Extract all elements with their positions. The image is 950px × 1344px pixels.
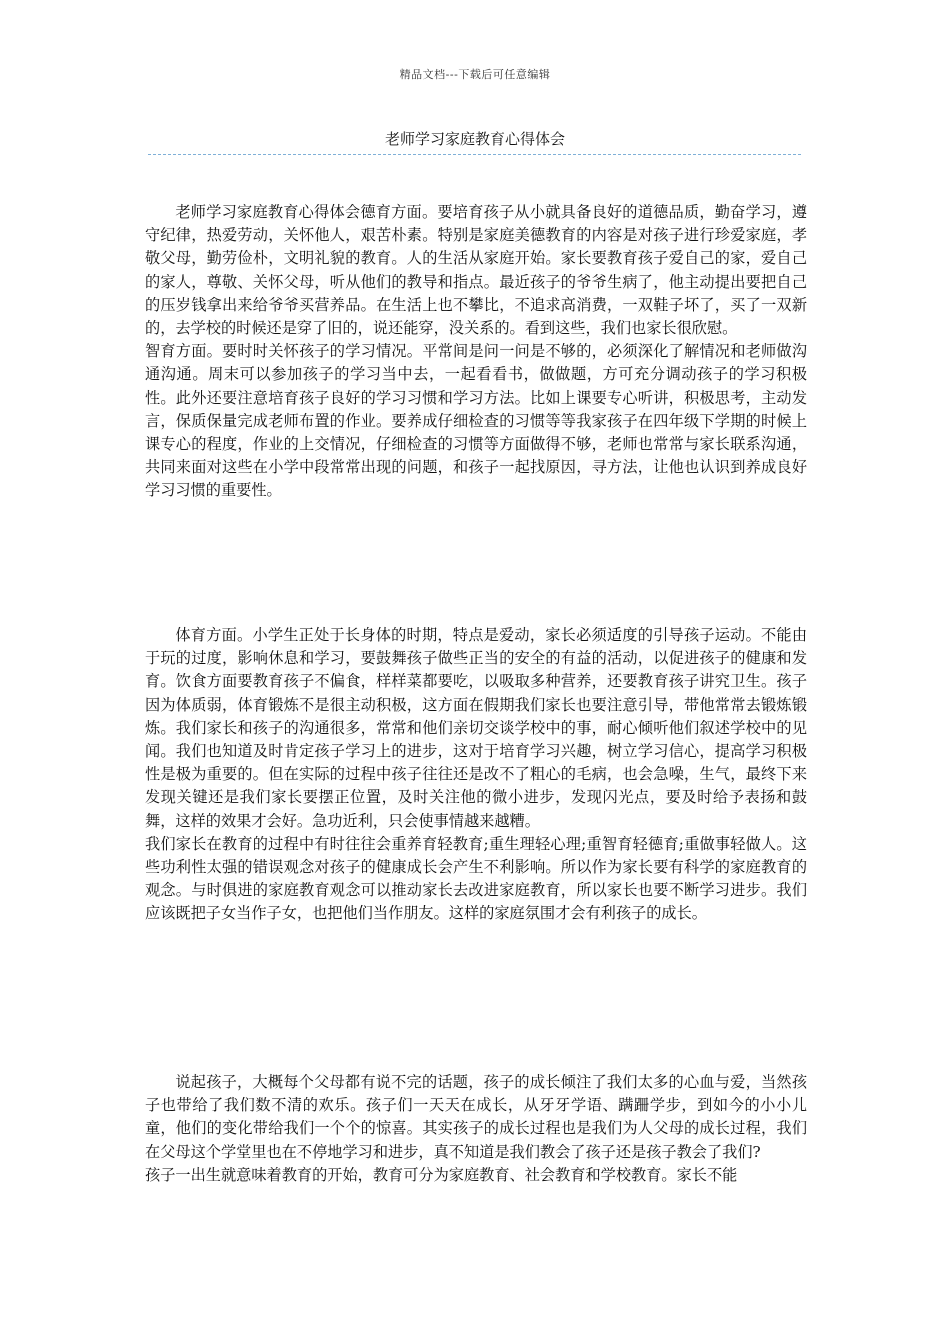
- paragraph-intellectual-education: 智育方面。要时时关怀孩子的学习情况。平常间是问一问是不够的，必须深化了解情况和老师做沟通沟通。周末可以参加孩子的学习当中去，一起看看书，做做题，方可充分调动孩子的学习积极性。此外还要注意培育孩子良好的学习习惯和学习方法。比如上课要专心听讲，积极思考，主动发言，保质保量完成老师布置的作业。要养成仔细检查的习惯等等我家孩子在四年级下学期的时候上课专心的程度，作业的上交情况，仔细检查的习惯等方面做得不够，老师也常常与家长联系沟通，共同来面对这些在小学中段常常出现的问题，和孩子一起找原因，寻方法，让他也认识到养成良好学习习惯的重要性。: [145, 342, 807, 500]
- paragraph-education-start: 孩子一出生就意味着教育的开始，教育可分为家庭教育、社会教育和学校教育。家长不能: [145, 1165, 738, 1184]
- paragraph-education-concepts: 我们家长在教育的过程中有时往往会重养育轻教育;重生理轻心理;重智育轻德育;重做事轻做人。这些功利性太强的错误观念对孩子的健康成长会产生不利影响。所以作为家长要有科学的家庭教育的观念。与时俱进的家庭教育观念可以推动家长去改进家庭教育，所以家长也要不断学习进步。我们应该既把子女当作子女，也把他们当作朋友。这样的家庭氛围才会有利孩子的成长。: [145, 834, 807, 923]
- text-block-2: [145, 624, 807, 926]
- text-block-1: [145, 201, 807, 503]
- paragraph-physical-education: 体育方面。小学生正处于长身体的时期，特点是爱动，家长必须适度的引导孩子运动。不能由于玩的过度，影响休息和学习，要鼓舞孩子做些正当的安全的有益的活动，以促进孩子的健康和发育。饮食方面要教育孩子不偏食，样样菜都要吃，以吸取多种营养，还要教育孩子讲究卫生。孩子因为体质弱，体育锻炼不是很主动积极，这方面在假期我们家长也要注意引导，带他常常去锻炼锻炼。我们家长和孩子的沟通很多，常常和他们亲切交谈学校中的事，耐心倾听他们叙述学校中的见闻。我们也知道及时肯定孩子学习上的进步，这对于培育学习兴趣，树立学习信心，提高学习积极性是极为重要的。但在实际的过程中孩子往往还是改不了粗心的毛病，也会急噪，生气，最终下来发现关键还是我们家长要摆正位置，及时关注他的微小进步，发现闪光点，要及时给予表扬和鼓舞，这样的效果才会好。急功近利，只会使事情越来越糟。: [145, 626, 807, 830]
- title-divider: [148, 154, 801, 155]
- paragraph-child-growth: 说起孩子，大概每个父母都有说不完的话题，孩子的成长倾注了我们太多的心血与爱，当然孩子也带给了我们数不清的欢乐。孩子们一天天在成长，从牙牙学语、蹒跚学步，到如今的小小儿童，他们的变化带给我们一个个的惊喜。其实孩子的成长过程也是我们为人父母的成长过程，我们在父母这个学堂里也在不停地学习和进步，真不知道是我们教会了孩子还是孩子教会了我们?: [145, 1073, 807, 1161]
- header-note: 精品文档---下载后可任意编辑: [399, 68, 551, 81]
- document-title: 老师学习家庭教育心得体会: [384, 130, 565, 148]
- text-block-3: [145, 1071, 807, 1187]
- paragraph-moral-education: 老师学习家庭教育心得体会德育方面。要培育孩子从小就具备良好的道德品质，勤奋学习，遵守纪律，热爱劳动，关怀他人，艰苦朴素。特别是家庭美德教育的内容是对孩子进行珍爱家庭，孝敬父母，勤劳俭朴，文明礼貌的教育。人的生活从家庭开始。家长要教育孩子爱自己的家，爱自己的家人，尊敬、关怀父母，听从他们的教导和指点。最近孩子的爷爷生病了，他主动提出要把自己的压岁钱拿出来给爷爷买营养品。在生活上也不攀比，不追求高消费，一双鞋子坏了，买了一双新的，去学校的时候还是穿了旧的，说还能穿，没关系的。看到这些，我们也家长很欣慰。: [145, 203, 807, 338]
